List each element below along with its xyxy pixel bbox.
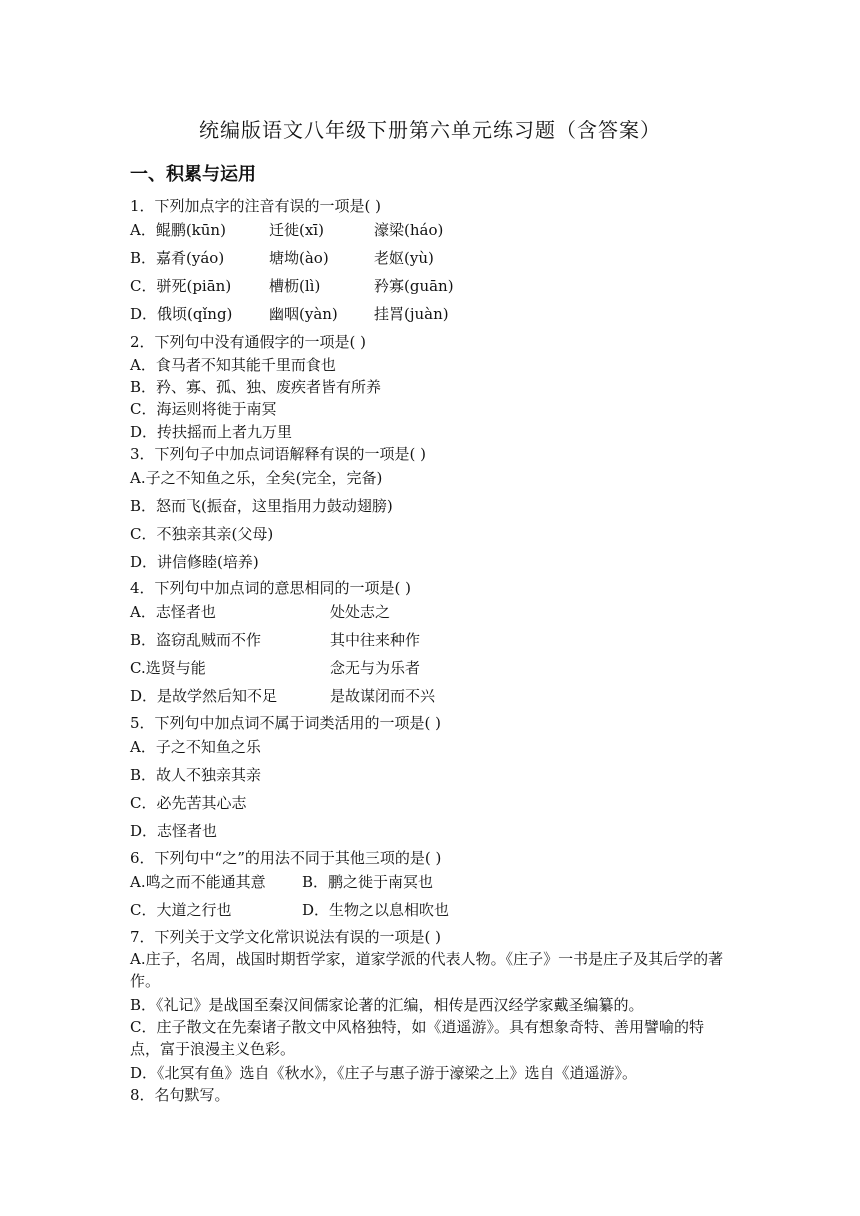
q4-option-b-2: 其中往来种作	[330, 631, 421, 649]
q1-option-b-2: 塘坳(ào)	[269, 249, 329, 267]
q1-option-b-3: 老妪(yù)	[374, 249, 434, 267]
question-4-stem: 4．下列句中加点词的意思相同的一项是( )	[130, 579, 412, 597]
q6-option-c: C．大道之行也	[130, 901, 232, 919]
q7-option-d: D．《北冥有鱼》选自《秋水》，《庄子与惠子游于濠梁之上》选自《逍遥游》。	[130, 1064, 638, 1082]
q5-option-b: B．故人不独亲其亲	[130, 766, 262, 784]
q7-option-b: B．《礼记》是战国至秦汉间儒家论著的汇编，相传是西汉经学家戴圣编纂的。	[130, 996, 644, 1014]
q6-option-a: A.鸣之而不能通其意	[130, 873, 266, 891]
section-heading: 一、积累与运用	[130, 164, 256, 185]
q1-option-b: B．嘉肴(yáo)	[130, 249, 225, 267]
q1-option-c: C．骈死(piān)	[130, 277, 232, 295]
question-3-stem: 3．下列句子中加点词语解释有误的一项是( )	[130, 445, 427, 463]
q4-option-c-2: 念无与为乐者	[330, 659, 421, 677]
question-7-stem: 7．下列关于文学文化常识说法有误的一项是( )	[130, 928, 442, 946]
q1-option-a-2: 迁徙(xī)	[269, 221, 324, 239]
q3-option-d: D．讲信修睦(培养)	[130, 553, 259, 571]
question-5-stem: 5．下列句中加点词不属于词类活用的一项是( )	[130, 714, 442, 732]
q1-option-d: D．俄顷(qǐng)	[130, 305, 233, 323]
q7-option-a: A.庄子，名周，战国时期哲学家，道家学派的代表人物。《庄子》一书是庄子及其后学的著作。	[130, 950, 724, 990]
q2-option-c: C．海运则将徙于南冥	[130, 400, 277, 418]
question-1-stem: 1．下列加点字的注音有误的一项是( )	[130, 197, 382, 215]
q1-option-c-3: 矜寡(guān)	[374, 277, 454, 295]
q3-option-a: A.子之不知鱼之乐，全矣(完全，完备)	[130, 469, 383, 487]
q4-option-a: A．志怪者也	[130, 603, 216, 621]
q7-option-c: C．庄子散文在先秦诸子散文中风格独特，如《逍遥游》。具有想象奇特、善用譬喻的特点，富于浪漫主义色彩。	[130, 1018, 704, 1058]
document-title: 统编版语文八年级下册第六单元练习题（含答案）	[199, 118, 661, 142]
q4-option-d-2: 是故谋闭而不兴	[330, 687, 436, 705]
q5-option-a: A．子之不知鱼之乐	[130, 738, 261, 756]
q5-option-d: D．志怪者也	[130, 822, 218, 840]
q1-option-d-2: 幽咽(yàn)	[269, 305, 338, 323]
q4-option-b: B．盗窃乱贼而不作	[130, 631, 262, 649]
q6-option-b: B．鹏之徙于南冥也	[302, 873, 434, 891]
question-6-stem: 6．下列句中“之”的用法不同于其他三项的是( )	[130, 849, 442, 867]
q1-option-a-3: 濠梁(háo)	[374, 221, 444, 239]
q1-option-d-3: 挂罥(juàn)	[374, 305, 449, 323]
question-2-stem: 2．下列句中没有通假字的一项是( )	[130, 333, 367, 351]
q2-option-b: B．矜、寡、孤、独、废疾者皆有所养	[130, 378, 382, 396]
q4-option-a-2: 处处志之	[330, 603, 391, 621]
q6-option-d: D．生物之以息相吹也	[302, 901, 450, 919]
q4-option-d: D．是故学然后知不足	[130, 687, 278, 705]
q3-option-b: B．怒而飞(振奋，这里指用力鼓动翅膀)	[130, 497, 393, 515]
q2-option-d: D．抟扶摇而上者九万里	[130, 423, 293, 441]
q4-option-c: C.选贤与能	[130, 659, 206, 677]
q5-option-c: C．必先苦其心志	[130, 794, 247, 812]
q3-option-c: C．不独亲其亲(父母)	[130, 525, 274, 543]
q1-option-c-2: 槽枥(lì)	[269, 277, 321, 295]
question-8-stem: 8．名句默写。	[130, 1086, 230, 1104]
q2-option-a: A．食马者不知其能千里而食也	[130, 356, 336, 374]
q1-option-a: A．鲲鹏(kūn)	[130, 221, 226, 239]
